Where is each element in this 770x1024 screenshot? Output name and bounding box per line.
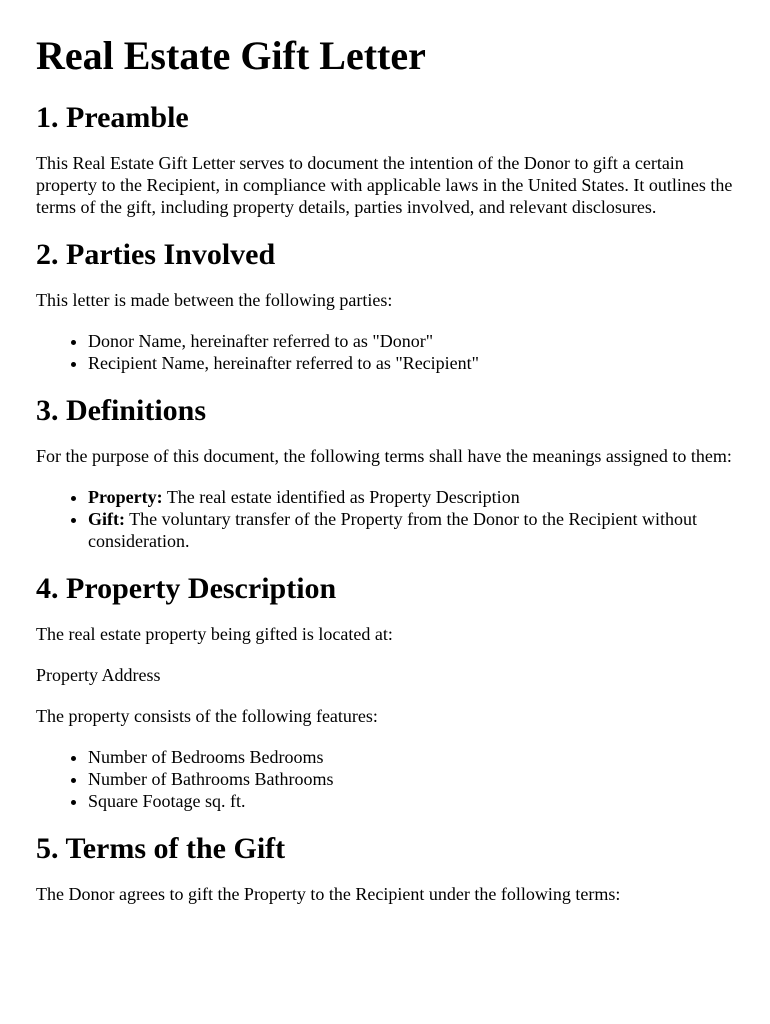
section-heading: 5. Terms of the Gift <box>36 832 286 865</box>
parties-intro: This letter is made between the following parties: <box>36 290 393 310</box>
property-address: Property Address <box>36 665 161 685</box>
definition-term: Gift: <box>88 509 125 529</box>
list-item: • Square Footage sq. ft. <box>88 790 734 812</box>
definition-text: The real estate identified as Property Description <box>162 487 520 507</box>
definition-text: The voluntary transfer of the Property from the Donor to the Recipient without consideration. <box>88 509 698 551</box>
document-title: Real Estate Gift Letter <box>36 33 426 78</box>
section-preamble <box>36 100 734 218</box>
section-parties <box>36 237 734 374</box>
definition-term: Property: <box>88 487 163 507</box>
definitions-list <box>36 486 734 552</box>
section-heading: 3. Definitions <box>36 394 207 427</box>
section-heading: 1. Preamble <box>36 101 189 134</box>
list-item <box>88 486 734 508</box>
list-item: • Number of Bathrooms Bathrooms <box>88 768 734 790</box>
list-item: • Number of Bedrooms Bedrooms <box>88 746 734 768</box>
section-property <box>36 571 734 812</box>
parties-list <box>36 330 734 374</box>
terms-intro: The Donor agrees to gift the Property to the Recipient under the following terms: <box>36 884 621 904</box>
section-heading: 2. Parties Involved <box>36 238 276 271</box>
property-intro: The real estate property being gifted is located at: <box>36 624 393 644</box>
list-item: • Recipient Name, hereinafter referred to as "Recipient" <box>88 352 734 374</box>
property-features-list <box>36 746 734 812</box>
section-definitions <box>36 393 734 552</box>
definitions-intro: For the purpose of this document, the following terms shall have the meanings assigned to them: <box>36 446 732 466</box>
list-item: • Donor Name, hereinafter referred to as "Donor" <box>88 330 734 352</box>
list-item <box>88 508 734 552</box>
section-terms <box>36 831 734 905</box>
section-heading: 4. Property Description <box>36 572 337 605</box>
preamble-text: This Real Estate Gift Letter serves to document the intention of the Donor to gift a certain property to the Recipient, in compliance with applicable laws in the United States. It outlines the terms of the gift, including property details, parties involved, and relevant disclosures. <box>36 153 733 217</box>
property-features-intro: The property consists of the following features: <box>36 706 378 726</box>
